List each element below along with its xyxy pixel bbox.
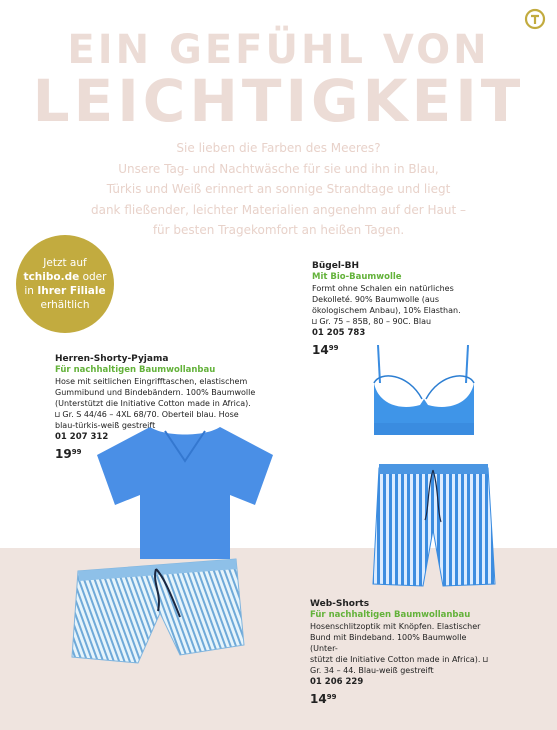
desc-line: Formt ohne Schalen ein natürliches — [312, 284, 454, 293]
desc-line: Hosenschlitzoptik mit Knöpfen. Elastischer — [310, 622, 481, 631]
badge-or: oder — [79, 271, 107, 283]
desc-line: Dekolleté. 90% Baumwolle (aus — [312, 295, 440, 304]
desc-text: stützt die Initiative Cotton made in Africa). — [310, 655, 481, 664]
sizes-line-2: blau-türkis-weiß gestreift — [55, 421, 156, 430]
tshirt-image — [95, 425, 275, 560]
product-subtitle: Für nachhaltigen Baumwollanbau — [310, 610, 471, 620]
price — [310, 692, 495, 705]
product-name: Bügel-BH — [312, 261, 360, 271]
price-main: 14 — [310, 692, 327, 706]
product-sizes: Gr. S 44/46 – 4XL 68/70. Oberteil blau. Hose — [62, 410, 239, 419]
intro-line: Sie lieben die Farben des Meeres? — [176, 141, 381, 155]
article-number: 01 206 229 — [310, 677, 364, 687]
headline-line-1: EIN GEFÜHL VON — [67, 27, 490, 73]
product-subtitle: Für nachhaltigen Baumwollanbau — [55, 365, 216, 375]
washing-symbol-icon: ⊔ — [483, 655, 488, 664]
product-subtitle: Mit Bio-Baumwolle — [312, 272, 402, 282]
intro-text — [30, 138, 527, 241]
badge-line-3 — [24, 284, 105, 298]
price-cents: 99 — [326, 693, 337, 701]
product-description — [310, 621, 495, 676]
washing-symbol-icon: ⊔ — [55, 410, 60, 419]
product-bra — [312, 260, 482, 356]
desc-line: (Unterstützt die Initiative Cotton made in Africa). — [55, 399, 251, 408]
badge-line-4: erhältlich — [40, 299, 90, 311]
headline-line-2: LEICHTIGKEIT — [32, 67, 525, 135]
product-shorts — [310, 598, 495, 705]
web-shorts-image — [371, 460, 496, 590]
sizes-line — [312, 316, 482, 327]
price-main: 14 — [312, 343, 329, 357]
article-number: 01 205 783 — [312, 328, 366, 338]
bra-image — [368, 343, 480, 441]
intro-line: dank fließender, leichter Materialien angenehm auf der Haut – — [90, 202, 466, 217]
sizes-line — [55, 409, 275, 420]
price-main: 19 — [55, 447, 72, 461]
availability-badge[interactable] — [16, 235, 114, 333]
product-name: Herren-Shorty-Pyjama — [55, 354, 169, 364]
product-sizes: Gr. 75 – 85B, 80 – 90C. Blau — [319, 317, 432, 326]
desc-line — [310, 654, 495, 665]
product-sizes: Gr. 34 – 44. Blau-weiß gestreift — [310, 666, 434, 675]
desc-line: ökologischem Anbau), 10% Elasthan. — [312, 306, 461, 315]
badge-line-2 — [24, 270, 107, 284]
price-cents: 99 — [328, 344, 339, 352]
desc-line: Gummibund und Bindebändern. 100% Baumwolle — [55, 388, 256, 397]
desc-line: Hose mit seitlichen Eingrifftaschen, elastischem — [55, 377, 248, 386]
badge-in: in — [24, 285, 38, 297]
badge-store: Ihrer Filiale — [37, 285, 106, 297]
badge-line-1: Jetzt auf — [43, 257, 87, 269]
washing-symbol-icon: ⊔ — [312, 317, 317, 326]
intro-line: Unsere Tag- und Nachtwäsche für sie und ihn in Blau, — [118, 161, 439, 176]
price-cents: 99 — [71, 448, 82, 456]
product-name: Web-Shorts — [310, 599, 370, 609]
product-description — [312, 283, 482, 327]
desc-line: Bund mit Bindeband. 100% Baumwolle (Unter- — [310, 633, 467, 653]
badge-website[interactable]: tchibo.de — [23, 271, 80, 283]
product-description — [55, 376, 275, 431]
intro-line: Türkis und Weiß erinnert an sonnige Strandtage und liegt — [106, 182, 451, 196]
intro-line: für besten Tragekomfort an heißen Tagen. — [152, 223, 405, 237]
pyjama-shorts-image — [68, 553, 246, 668]
article-number: 01 207 312 — [55, 432, 109, 442]
